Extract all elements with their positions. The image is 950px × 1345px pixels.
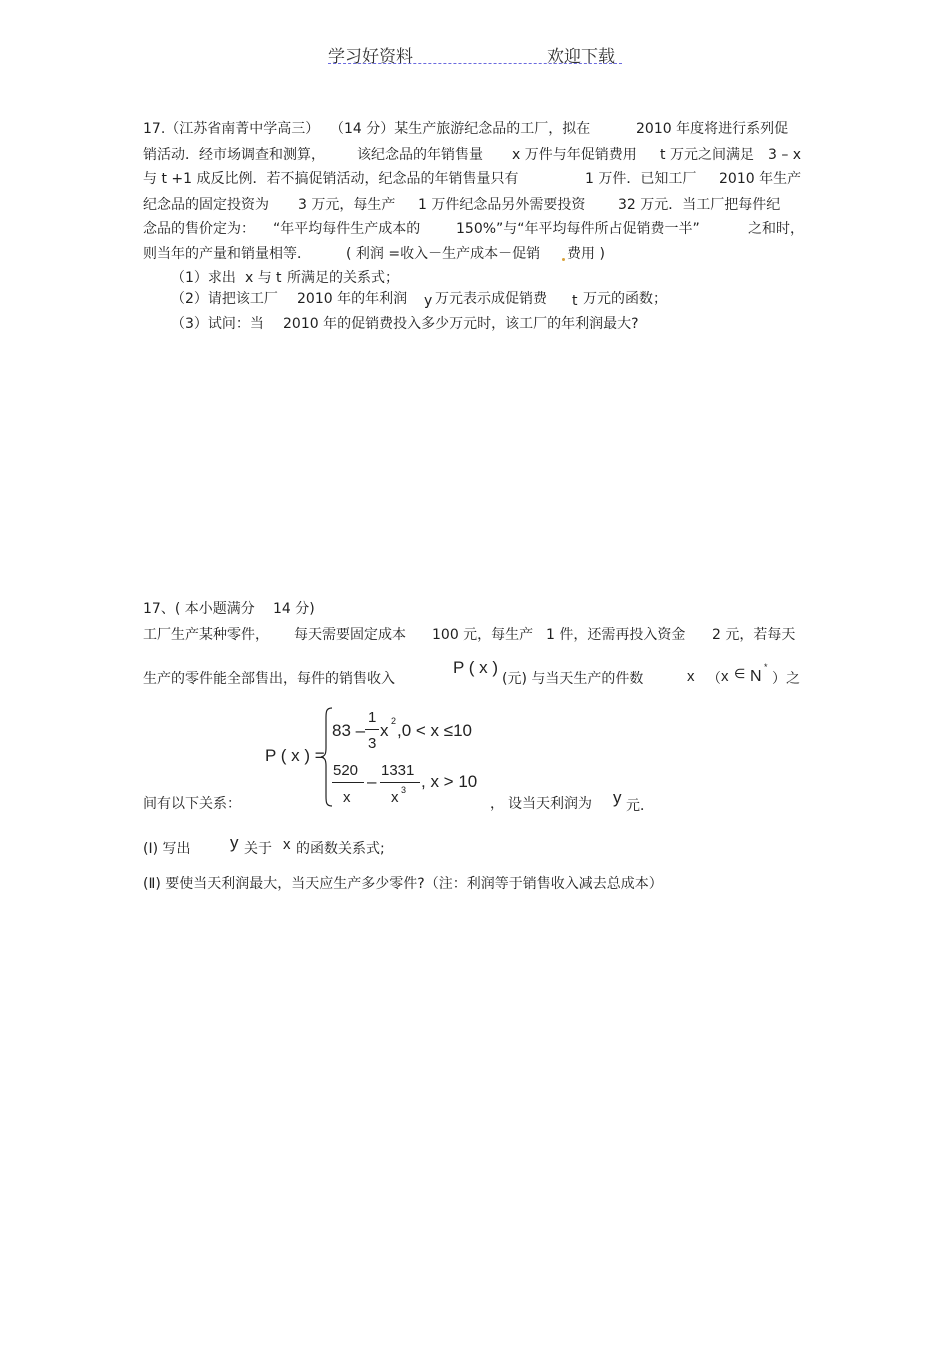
problem-1-text: 销活动．经市场调查和测算， — [143, 147, 325, 163]
problem-1-text: 与 t +1 成反比例．若不搞促销活动，纪念品的年销售量只有 — [143, 171, 519, 187]
problem-2-text: 间有以下关系： — [143, 796, 241, 812]
problem-1-number: 17.（江苏省南菁中学高三） — [143, 121, 320, 137]
problem-1-text: ( 利润 =收入－生产成本－促销 — [346, 246, 541, 262]
problem-1-text: 1 万件纪念品另外需要投资 — [418, 197, 586, 213]
case-1-denominator: 3 — [368, 735, 377, 752]
case-2-numerator-2: 1331 — [381, 762, 415, 779]
question-text: 2010 年的促销费投入多少万元时，该工厂的年利润最大? — [283, 316, 639, 332]
problem-1-text: （14 分）某生产旅游纪念品的工厂，拟在 — [330, 121, 591, 137]
problem-1-text: 2010 年度将进行系列促 — [636, 121, 789, 137]
problem-1-text: 念品的售价定为： — [143, 221, 255, 237]
problem-2-text: ， — [490, 796, 504, 812]
function-p-of-x: P ( x ) — [453, 658, 499, 677]
case-2-exponent: 3 — [401, 785, 407, 795]
natural-numbers-symbol: N — [750, 668, 762, 685]
paren-open: （ — [707, 671, 721, 687]
problem-2-text: 工厂生产某种零件， — [143, 627, 269, 643]
question-math: y — [424, 293, 433, 309]
question-math: t — [276, 270, 282, 286]
header-divider — [328, 63, 622, 64]
case-1-numerator: 1 — [368, 709, 377, 726]
problem-1-text: 2010 年生产 — [719, 171, 802, 187]
case-1-variable: x — [380, 721, 389, 740]
question-text: 2010 年的年利润 — [297, 291, 408, 307]
problem-1-text: 32 万元．当工厂把每件纪 — [618, 197, 781, 213]
question-text: (Ⅱ) 要使当天利润最大，当天应生产多少零件?（注：利润等于销售收入减去总成本） — [143, 876, 663, 892]
element-of-symbol: ∈ — [734, 666, 746, 681]
fraction-bar — [365, 729, 379, 730]
question-text: x 与 — [245, 270, 272, 286]
problem-1-text: 费用 ) — [567, 246, 605, 262]
problem-1-text: x 万件与年促销费用 — [512, 147, 637, 163]
problem-2-text: ）之 — [772, 671, 800, 687]
problem-1-text: 1 万件．已知工厂 — [585, 171, 697, 187]
problem-2-score: 14 分) — [273, 601, 315, 617]
variable-x: x — [721, 668, 729, 685]
question-text: 所满足的关系式； — [287, 270, 399, 286]
problem-1-text: t 万元之间满足 — [660, 147, 754, 163]
formula-lhs: P ( x ) = — [265, 746, 325, 765]
variable-y: y — [613, 788, 622, 807]
problem-1-text: “年平均每件生产成本的 — [273, 221, 421, 237]
case-1-condition: ,0 < x ≤10 — [397, 721, 473, 740]
problem-1-text: 3 万元，每生产 — [298, 197, 396, 213]
header-right: 欢迎下载 — [547, 47, 615, 67]
case-1-exponent: 2 — [391, 716, 397, 726]
superscript-star: * — [764, 662, 768, 672]
problem-1-math: 3 – x — [768, 147, 802, 163]
problem-2-text: (元) 与当天生产的件数 — [502, 671, 644, 687]
minus-sign: – — [367, 772, 377, 791]
question-label: (Ⅰ) 写出 — [143, 841, 191, 857]
question-text: 万元的函数； — [583, 291, 667, 307]
problem-2-text: 设当天利润为 — [508, 796, 592, 812]
case-2-denominator-2: x — [391, 789, 399, 806]
question-text: 关于 — [244, 841, 272, 857]
problem-2-number: 17、( 本小题满分 — [143, 601, 255, 617]
problem-1-text: 纪念品的固定投资为 — [143, 197, 269, 213]
variable-y: y — [230, 833, 239, 852]
problem-2-text: 生产的零件能全部售出，每件的销售收入 — [143, 671, 395, 687]
problem-2-text: 2 元，若每天 — [712, 627, 796, 643]
problem-2-text: 每天需要固定成本 — [294, 627, 406, 643]
fraction-bar — [332, 782, 364, 783]
problem-1-text: 150%”与“年平均每件所占促销费一半” — [456, 221, 700, 237]
question-label: （3）试问：当 — [171, 316, 264, 332]
variable-x: x — [687, 668, 695, 685]
question-text: 万元表示成促销费 — [435, 291, 547, 307]
variable-x: x — [283, 836, 291, 853]
problem-2-text: 100 元，每生产 — [432, 627, 534, 643]
question-label: （2）请把该工厂 — [171, 291, 278, 307]
problem-2-text: 1 件，还需再投入资金 — [546, 627, 686, 643]
problem-1-text: 则当年的产量和销量相等． — [143, 246, 311, 262]
question-math: t — [572, 293, 578, 309]
problem-2-text: 元． — [626, 798, 654, 814]
header-left: 学习好资料 — [328, 47, 413, 67]
case-1-constant: 83 – — [332, 721, 366, 740]
case-2-numerator-1: 520 — [333, 762, 359, 779]
problem-1-text: 该纪念品的年销售量 — [357, 147, 483, 163]
question-text: 的函数关系式; — [296, 841, 385, 857]
case-2-denominator-1: x — [343, 789, 351, 806]
fraction-bar — [380, 782, 420, 783]
case-2-condition: , x > 10 — [421, 772, 478, 791]
stray-mark — [562, 258, 565, 261]
problem-1-text: 之和时， — [748, 221, 804, 237]
question-label: （1）求出 — [171, 270, 236, 286]
